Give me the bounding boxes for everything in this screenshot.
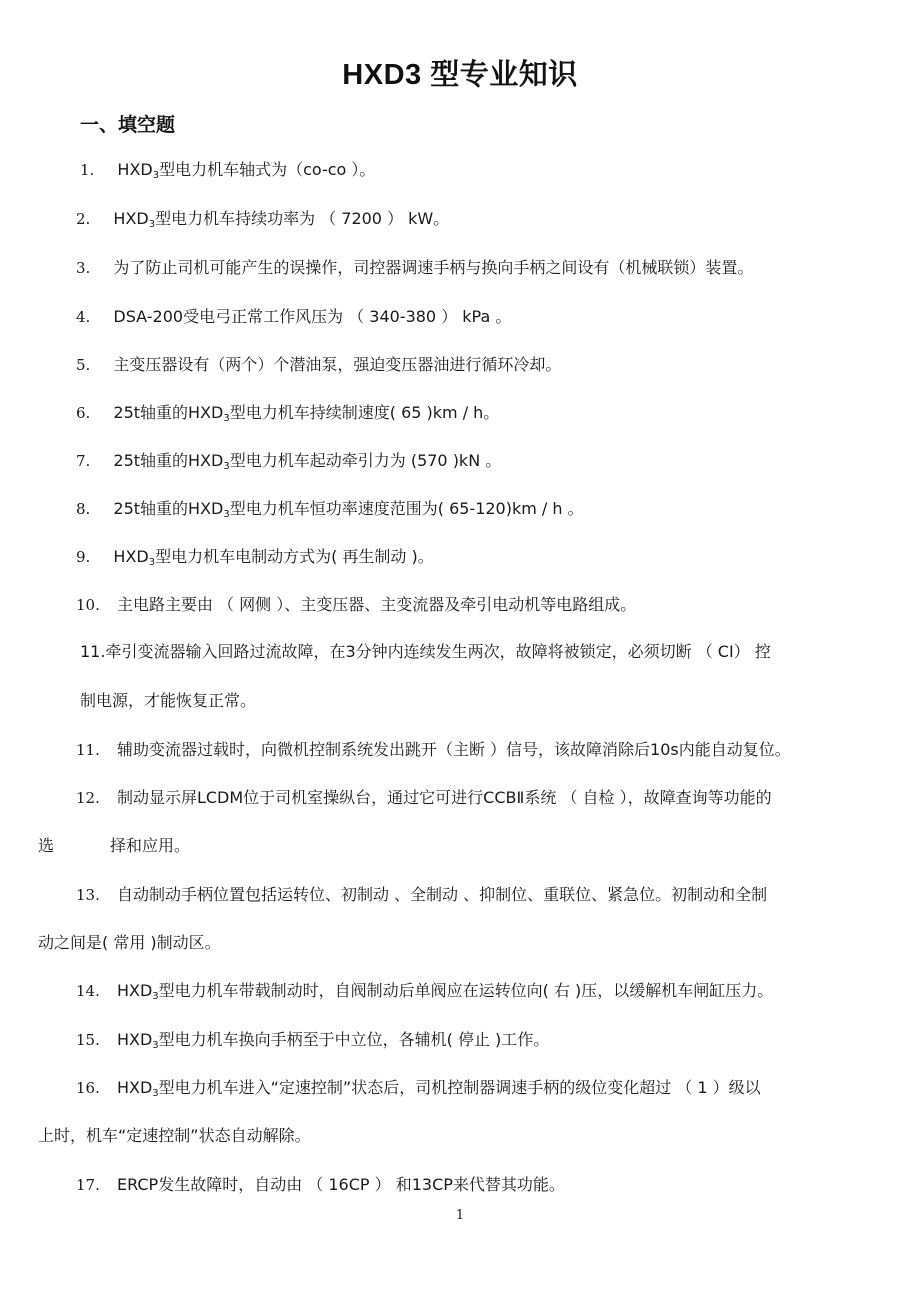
question-4: 4. DSA-200受电弓正常工作风压为 （ 340-380 ） kPa 。 bbox=[76, 307, 512, 326]
question-number: 17. bbox=[76, 1176, 100, 1194]
question-17: 17. ERCP发生故障时，自动由 （ 16CP ） 和13CP来代替其功能。 bbox=[76, 1175, 565, 1194]
question-7: 7. 25t轴重的$HXD_3$型电力机车起动牵引力为 (570 )kN 。 bbox=[76, 451, 502, 472]
question-1: 1. $HXD_3$型电力机车轴式为（co-co ）。 bbox=[80, 160, 376, 181]
question-number: 15. bbox=[76, 1031, 100, 1049]
question-number: 3. bbox=[76, 259, 91, 277]
question-12-line-1: 12. 制动显示屏LCDM位于司机室操纵台，通过它可进行CCBⅡ系统 （ 自检 ），故障查询等功能的 bbox=[76, 788, 772, 807]
question-number: 5. bbox=[76, 356, 91, 374]
question-number: 8. bbox=[76, 500, 91, 518]
question-11a-line-2: 制电源，才能恢复正常。 bbox=[80, 691, 257, 710]
question-5: 5. 主变压器设有（两个）个潜油泵，强迫变压器油进行循环冷却。 bbox=[76, 355, 562, 374]
question-11b: 11. 辅助变流器过载时，向微机控制系统发出跳开（主断 ）信号，该故障消除后10s内能自动复位。 bbox=[76, 740, 791, 759]
question-number: 16. bbox=[76, 1079, 100, 1097]
question-number: 13. bbox=[76, 886, 100, 904]
question-14: 14. $HXD_3$型电力机车带载制动时，自阀制动后单阀应在运转位向( 右 )压，以缓解机车闸缸压力。 bbox=[76, 981, 774, 1002]
question-10: 10. 主电路主要由 （ 网侧 ）、主变压器、主变流器及牵引电动机等电路组成。 bbox=[76, 595, 637, 614]
question-number: 4. bbox=[76, 308, 91, 326]
page-title: HXD3 型专业知识 bbox=[342, 59, 578, 91]
question-11a-line-1: 11.牵引变流器输入回路过流故障，在3分钟内连续发生两次，故障将被锁定，必须切断 （ CI） 控 bbox=[80, 642, 771, 661]
question-8: 8. 25t轴重的$HXD_3$型电力机车恒功率速度范围为( 65-120)km / h 。 bbox=[76, 499, 584, 520]
question-13-line-1: 13. 自动制动手柄位置包括运转位、初制动 、全制动 、抑制位、重联位、紧急位。初制动和全制 bbox=[76, 885, 768, 904]
question-number: 1. bbox=[80, 161, 95, 179]
question-number: 7. bbox=[76, 452, 91, 470]
question-number: 9. bbox=[76, 548, 91, 566]
question-number: 11. bbox=[76, 741, 100, 759]
section-heading: 一、填空题 bbox=[80, 114, 176, 136]
question-16-line-1: 16. $HXD_3$型电力机车进入“定速控制”状态后，司机控制器调速手柄的级位变化超过 （ 1 ）级以 bbox=[76, 1078, 761, 1099]
question-12-line-2: 选 择和应用。 bbox=[38, 836, 191, 855]
question-6: 6. 25t轴重的$HXD_3$型电力机车持续制速度( 65 )km / h。 bbox=[76, 403, 500, 424]
question-number: 12. bbox=[76, 789, 100, 807]
question-number: 6. bbox=[76, 404, 91, 422]
page-number: 1 bbox=[455, 1208, 465, 1223]
question-15: 15. $HXD_3$型电力机车换向手柄至于中立位，各辅机( 停止 )工作。 bbox=[76, 1030, 550, 1051]
question-16-line-2: 上时，机车“定速控制”状态自动解除。 bbox=[38, 1126, 311, 1145]
question-number: 10. bbox=[76, 596, 100, 614]
question-2: 2. $HXD_3$型电力机车持续功率为 （ 7200 ） kW。 bbox=[76, 209, 450, 230]
question-9: 9. $HXD_3$型电力机车电制动方式为( 再生制动 )。 bbox=[76, 547, 434, 568]
question-number: 14. bbox=[76, 982, 100, 1000]
question-3: 3. 为了防止司机可能产生的误操作，司控器调速手柄与换向手柄之间设有（机械联锁）装置。 bbox=[76, 258, 754, 277]
question-number: 2. bbox=[76, 210, 91, 228]
question-13-line-2: 动之间是( 常用 )制动区。 bbox=[38, 933, 221, 952]
